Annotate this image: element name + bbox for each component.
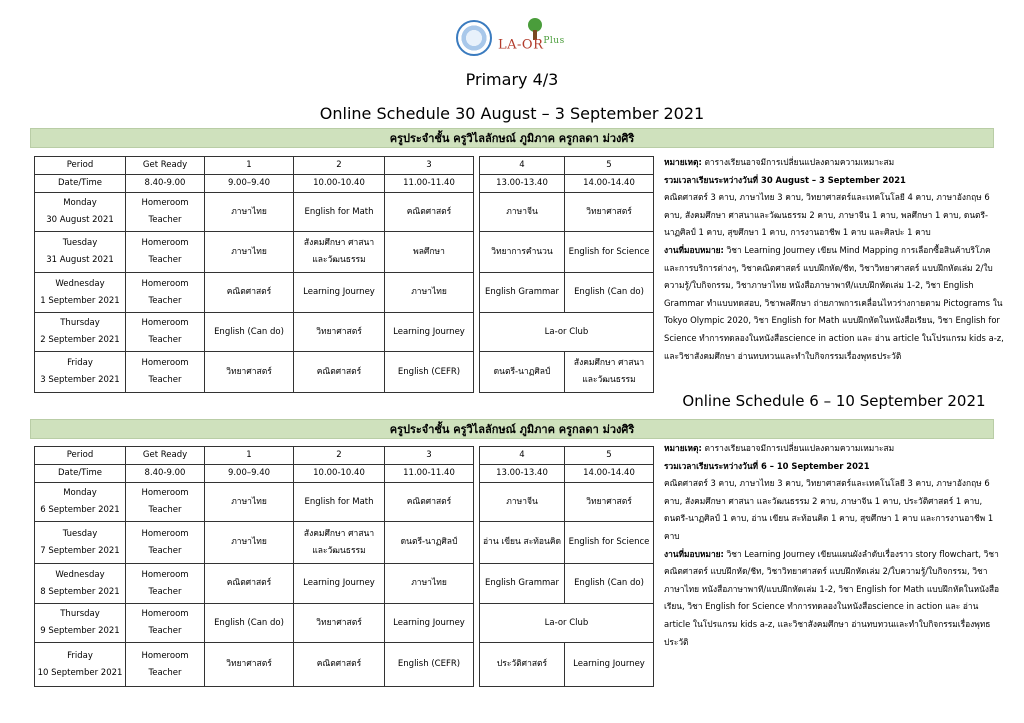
schedule-title-week2: Online Schedule 6 – 10 September 2021 — [682, 392, 986, 410]
table-row-header: Period Get Ready 1 2 3 4 5 — [35, 447, 654, 465]
table-row: Wednesday 8 September 2021 Homeroom Teacher คณิตศาสตร์ Learning Journey ภาษาไทย English Grammar English (Can do) — [35, 564, 654, 604]
table-row: Thursday 9 September 2021 Homeroom Teacher English (Can do) วิทยาศาสตร์ Learning Journey La-or Club — [35, 604, 654, 643]
table-row-times: Date/Time 8.40-9.00 9.00–9.40 10.00-10.40 11.00-11.40 13.00-13.40 14.00-14.40 — [35, 175, 654, 193]
table-row: Wednesday 1 September 2021 Homeroom Teacher คณิตศาสตร์ Learning Journey ภาษาไทย English Grammar English (Can do) — [35, 273, 654, 313]
schedule-table-week2 — [34, 446, 654, 687]
table-row-times: Date/Time 8.40-9.00 9.00–9.40 10.00-10.40 11.00-11.40 13.00-13.40 14.00-14.40 — [35, 465, 654, 483]
table-row: Thursday 2 September 2021 Homeroom Teacher English (Can do) วิทยาศาสตร์ Learning Journey La-or Club — [35, 313, 654, 352]
table-row: Tuesday 31 August 2021 Homeroom Teacher ภาษาไทย สังคมศึกษา ศาสนา และวัฒนธรรม พลศึกษา วิทยาการคำนวน English for Science — [35, 232, 654, 273]
table-row: Tuesday 7 September 2021 Homeroom Teacher ภาษาไทย สังคมศึกษา ศาสนา และวัฒนธรรม ดนตรี-นาฏศิลป์ อ่าน เขียน สะท้อนคิด English for Science — [35, 522, 654, 564]
school-seal-icon — [456, 20, 492, 56]
laor-plus-logo: $LA-OR^{Plus}$ — [498, 18, 570, 62]
table-row-header: Period Get Ready 1 2 3 4 5 — [35, 157, 654, 175]
notes-week1: หมายเหตุ: ตารางเรียนอาจมีการเปลี่ยนแปลงตามความเหมาะสม รวมเวลาเรียนระหว่างวันที่ 30 August – 3 September 2021 คณิตศาสตร์ 3 คาบ, ภาษาไทย 3 คาบ, วิทยาศาสตร์และเทคโนโลยี 4 คาบ, ภาษาอังกฤษ 6 คาบ, สังคมศึกษา ศาสนาและวัฒนธรรม 2 คาบ, ภาษาจีน 1 คาบ, พลศึกษา 1 คาบ, ดนตรี-นาฏศิลป์ 1 คาบ, สุขศึกษา 1 คาบ, การงานอาชีพ 1 คาบ และศิลปะ 1 คาบ งานที่มอบหมาย: วิชา Learning Journey เขียน Mind Mapping การเลือกซื้อสินค้าบริโภคและการบริการต่างๆ, วิชาคณิตศาสตร์ แบบฝึกหัด/ชีท, วิชาวิทยาศาสตร์ แบบฝึกหัดเล่ม 2/ใบความรู้/ใบกิจกรรม, วิชาภาษาไทย หนังสือภาษาพาที/แบบฝึกหัดเล่ม 1-2, วิชา English Grammar ทำแบบทดสอบ, วิชาพลศึกษา ถ่ายภาพการเคลื่อนไหวร่างกายตาม Pictograms ใน Tokyo Olympic 2020, วิชา English for Math แบบฝึกหัดในหนังสือเรียน, วิชา English for Science ทำการทดลองในหนังสือscience in action และ อ่าน article ในโปรแกรม kids a-z, และวิชาสังคมศึกษา อ่านทบทวนและทำใบกิจกรรมเรื่องพุทธประวัติ — [664, 157, 1004, 361]
table-row: Monday 6 September 2021 Homeroom Teacher ภาษาไทย English for Math คณิตศาสตร์ ภาษาจีน วิทยาศาสตร์ — [35, 483, 654, 522]
header-logos — [0, 18, 1024, 66]
table-row: Monday 30 August 2021 Homeroom Teacher ภาษาไทย English for Math คณิตศาสตร์ ภาษาจีน วิทยาศาสตร์ — [35, 193, 654, 232]
table-row: Friday 10 September 2021 Homeroom Teacher วิทยาศาสตร์ คณิตศาสตร์ English (CEFR) ประวัติศาสตร์ Learning Journey — [35, 643, 654, 687]
notes-week2: หมายเหตุ: ตารางเรียนอาจมีการเปลี่ยนแปลงตามความเหมาะสม รวมเวลาเรียนระหว่างวันที่ 6 – 10 September 2021 คณิตศาสตร์ 3 คาบ, ภาษาไทย 3 คาบ, วิทยาศาสตร์และเทคโนโลยี 3 คาบ, ภาษาอังกฤษ 6 คาบ, สังคมศึกษา ศาสนา และวัฒนธรรม 2 คาบ, ภาษาจีน 1 คาบ, ประวัติศาสตร์ 1 คาบ, ดนตรี-นาฏศิลป์ 1 คาบ, อ่าน เขียน สะท้อนคิด 1 คาบ, สุขศึกษา 1 คาบ และการงานอาชีพ 1 คาบ งานที่มอบหมาย: วิชา Learning Journey เขียนแผนผังลำดับเรื่องราว story flowchart, วิชาคณิตศาสตร์ แบบฝึกหัด/ชีท, วิชาวิทยาศาสตร์ แบบฝึกหัดเล่ม 2/ใบความรู้/ใบกิจกรรม, วิชาภาษาไทย หนังสือภาษาพาที/แบบฝึกหัดเล่ม 1-2, วิชา English for Math แบบฝึกหัดในหนังสือเรียน, วิชา English for Science ทำการทดลองในหนังสือscience in action และ อ่าน article ในโปรแกรม kids a-z, และวิชาสังคมศึกษา อ่านทบทวนและทำใบกิจกรรมเรื่องพุทธประวัติ — [664, 443, 1000, 647]
page-title: Primary 4/3 — [465, 70, 559, 89]
teacher-bar-week1: ครูประจำชั้น ครูวิไลลักษณ์ ภูมิภาค ครูกลดา ม่วงศิริ — [30, 128, 994, 148]
teacher-bar-week2: ครูประจำชั้น ครูวิไลลักษณ์ ภูมิภาค ครูกลดา ม่วงศิริ — [30, 419, 994, 439]
schedule-table-week1 — [34, 156, 654, 393]
table-row: Friday 3 September 2021 Homeroom Teacher วิทยาศาสตร์ คณิตศาสตร์ English (CEFR) ดนตรี-นาฏศิลป์ สังคมศึกษา ศาสนา และวัฒนธรรม — [35, 352, 654, 393]
schedule-title-week1: Online Schedule 30 August – 3 September 2021 — [319, 104, 705, 123]
